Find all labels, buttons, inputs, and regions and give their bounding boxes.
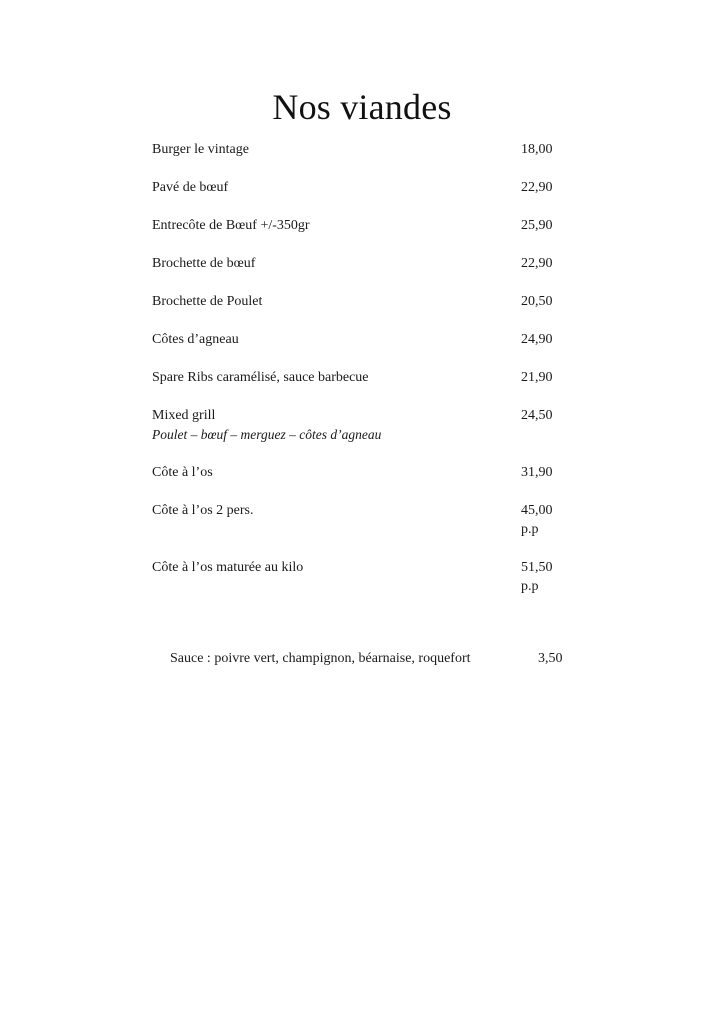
menu-item (152, 140, 572, 178)
menu-item-name: Spare Ribs caramélisé, sauce barbecue (152, 370, 369, 385)
menu-item-detail: Poulet – bœuf – merguez – côtes d’agneau (152, 427, 382, 442)
menu-item-name: Brochette de Poulet (152, 294, 263, 309)
menu-item-name: Entrecôte de Bœuf +/-350gr (152, 218, 310, 233)
menu-item-name: Pavé de bœuf (152, 180, 229, 195)
menu-item-name: Burger le vintage (152, 142, 249, 157)
sauce-row (170, 649, 570, 669)
menu-item (152, 330, 572, 368)
menu-item-name: Côte à l’os 2 pers. (152, 503, 254, 518)
menu-item-unit: p.p (521, 522, 539, 537)
menu-item-price: 20,50 (521, 294, 553, 309)
menu-item-price: 24,90 (521, 332, 553, 347)
menu-item-name: Côtes d’agneau (152, 332, 239, 347)
menu-item-price: 22,90 (521, 180, 553, 195)
menu-item (152, 254, 572, 292)
menu-item-price: 22,90 (521, 256, 553, 271)
menu-item (152, 368, 572, 406)
menu-item (152, 178, 572, 216)
menu-item-price: 18,00 (521, 142, 553, 157)
page-title: Nos viandes (272, 87, 452, 127)
menu-item-name: Côte à l’os maturée au kilo (152, 560, 304, 575)
menu-item (152, 463, 572, 501)
menu-item-name: Brochette de bœuf (152, 256, 256, 271)
menu-item (152, 501, 572, 558)
menu-item (152, 216, 572, 254)
menu-item (152, 292, 572, 330)
menu-item-price: 45,00 (521, 503, 553, 518)
menu-item-name: Côte à l’os (152, 465, 213, 480)
menu-item-price: 51,50 (521, 560, 553, 575)
menu-item-price: 24,50 (521, 408, 553, 423)
menu-item-price: 21,90 (521, 370, 553, 385)
sauce-label: Sauce : poivre vert, champignon, béarnaise, roquefort (170, 651, 471, 666)
menu-item-name: Mixed grill (152, 408, 216, 423)
menu-item-price: 31,90 (521, 465, 553, 480)
sauce-price: 3,50 (538, 651, 563, 666)
menu-item (152, 558, 572, 615)
menu-item-unit: p.p (521, 579, 539, 594)
menu-item-price: 25,90 (521, 218, 553, 233)
meat-menu-list (152, 140, 572, 615)
menu-item (152, 406, 572, 463)
